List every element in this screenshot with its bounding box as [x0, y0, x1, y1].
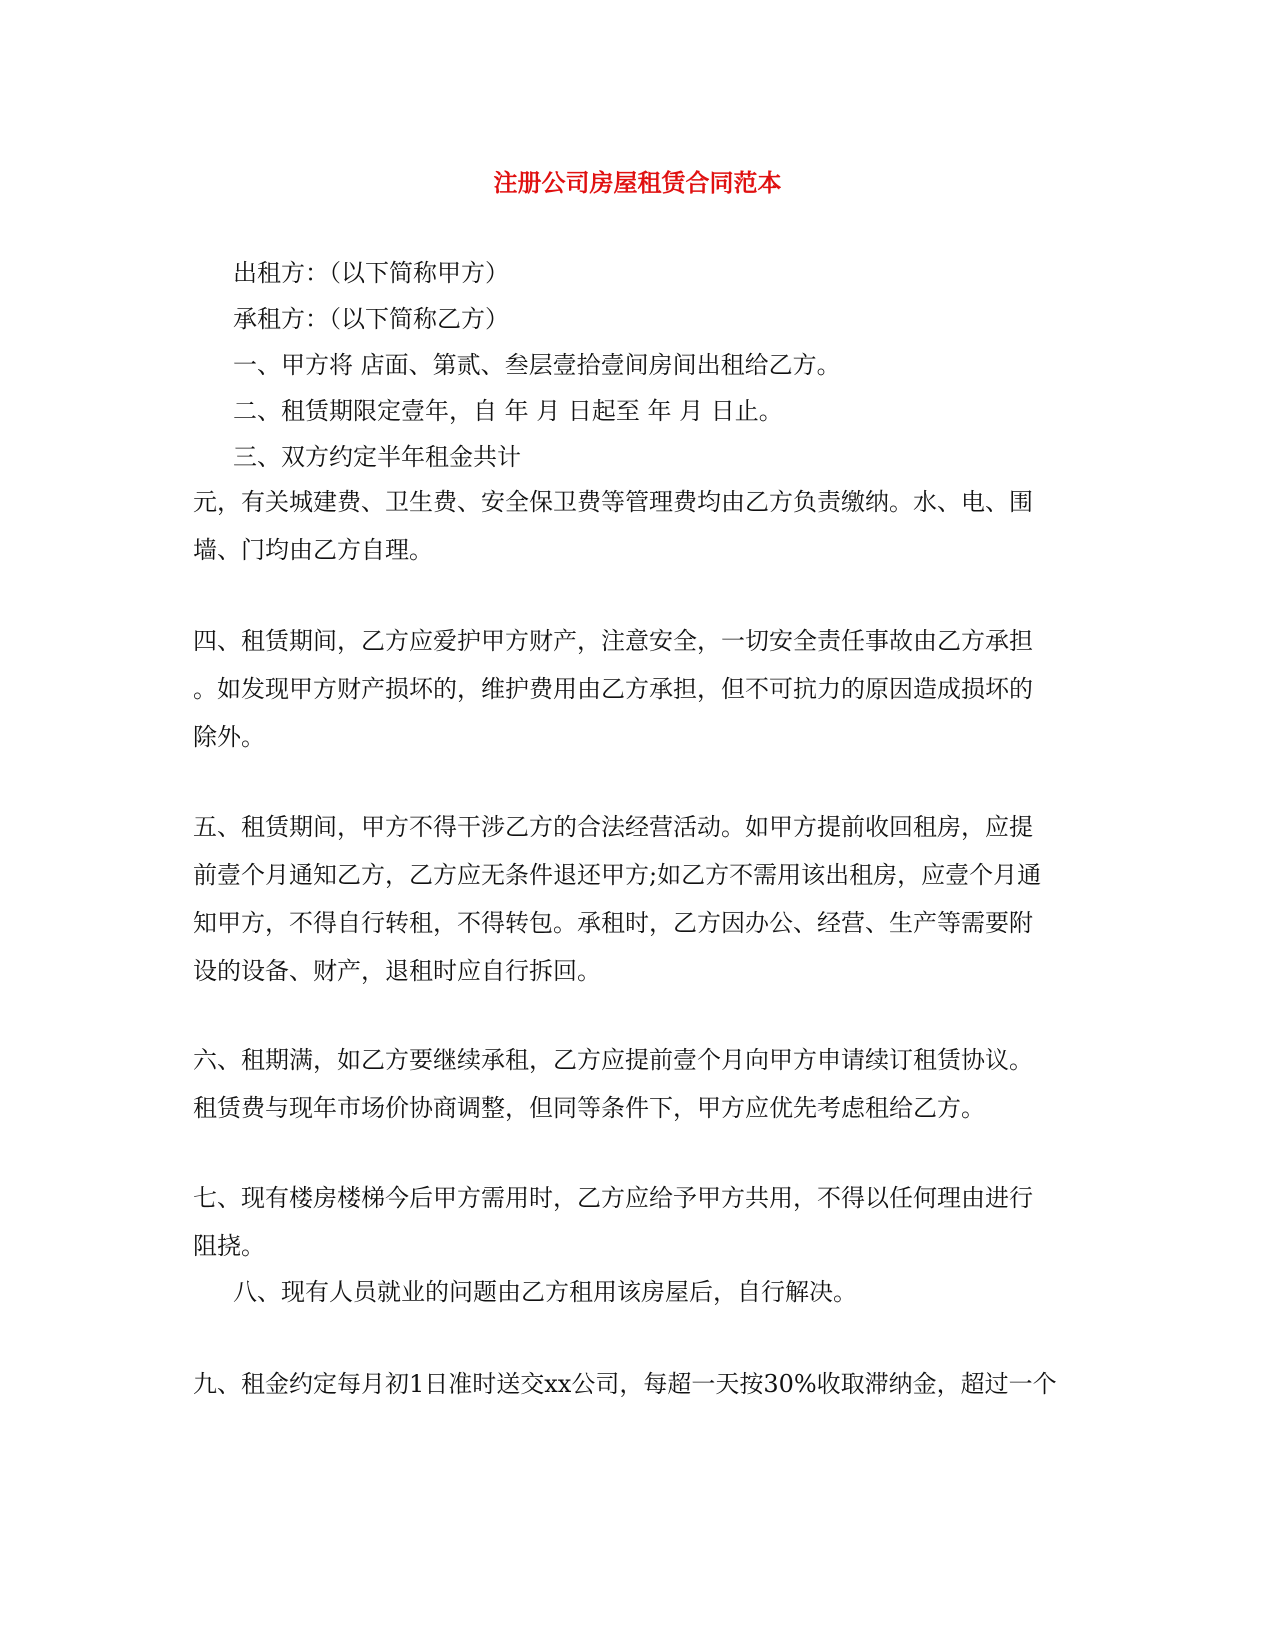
clause-2: 二、租赁期限定壹年，自 年 月 日起至 年 月 日止。 — [233, 397, 783, 425]
clause-4 — [193, 617, 1033, 761]
paragraph-line: 知甲方，不得自行转租，不得转包。承租时，乙方因办公、经营、生产等需要附 — [193, 909, 1033, 937]
lessor-line: 出租方：（以下简称甲方） — [233, 259, 509, 287]
paragraph-line: 元，有关城建费、卫生费、安全保卫费等管理费均由乙方负责缴纳。水、电、围 — [193, 488, 1033, 516]
paragraph-line: 设的设备、财产，退租时应自行拆回。 — [193, 957, 601, 985]
clause-9 — [193, 1360, 1057, 1408]
document-title: 注册公司房屋租赁合同范本 — [493, 168, 782, 197]
paragraph-line: 七、现有楼房楼梯今后甲方需用时，乙方应给予甲方共用，不得以任何理由进行 — [193, 1184, 1033, 1212]
lessee-line: 承租方：（以下简称乙方） — [233, 305, 509, 333]
clause-7 — [193, 1174, 1033, 1270]
paragraph-line: 墙、门均由乙方自理。 — [193, 536, 433, 564]
paragraph-line: 阻挠。 — [193, 1232, 265, 1260]
clause-3: 三、双方约定半年租金共计 — [233, 443, 521, 471]
paragraph-line: 四、租赁期间，乙方应爱护甲方财产，注意安全，一切安全责任事故由乙方承担 — [193, 627, 1033, 655]
clause-1: 一、甲方将 店面、第贰、叁层壹拾壹间房间出租给乙方。 — [233, 351, 841, 379]
paragraph-line: 。如发现甲方财产损坏的，维护费用由乙方承担，但不可抗力的原因造成损坏的 — [193, 675, 1033, 703]
clause-6 — [193, 1036, 1033, 1132]
clause-8: 八、现有人员就业的问题由乙方租用该房屋后，自行解决。 — [233, 1278, 857, 1306]
paragraph-line: 前壹个月通知乙方，乙方应无条件退还甲方;如乙方不需用该出租房，应壹个月通 — [193, 861, 1042, 889]
paragraph-line: 租赁费与现年市场价协商调整，但同等条件下，甲方应优先考虑租给乙方。 — [193, 1094, 985, 1122]
paragraph-line: 九、租金约定每月初1日准时送交xx公司，每超一天按30%收取滞纳金，超过一个 — [193, 1370, 1057, 1398]
paragraph-line: 六、租期满，如乙方要继续承租，乙方应提前壹个月向甲方申请续订租赁协议。 — [193, 1046, 1033, 1074]
paragraph-line: 除外。 — [193, 723, 265, 751]
clause-3-continued — [193, 478, 1033, 574]
clause-5 — [193, 803, 1041, 995]
paragraph-line: 五、租赁期间，甲方不得干涉乙方的合法经营活动。如甲方提前收回租房，应提 — [193, 813, 1033, 841]
